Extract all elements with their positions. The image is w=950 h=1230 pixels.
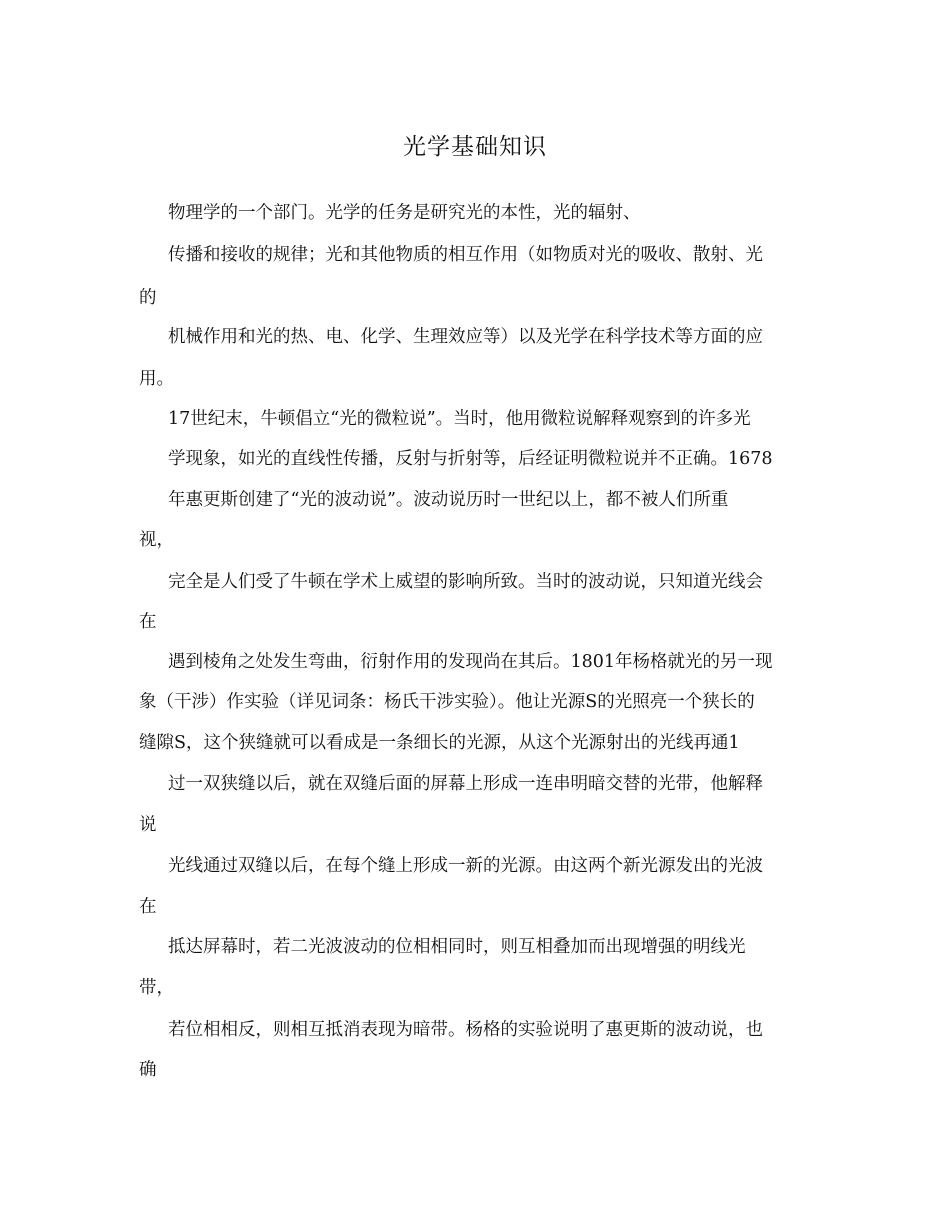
text-line-20: 带， bbox=[139, 978, 174, 998]
text-line-8: 年惠更斯创建了“光的波动说”。波动说历时一世纪以上，都不被人们所重 bbox=[168, 490, 729, 510]
text-line-5: 用。 bbox=[139, 369, 174, 389]
text-line-12: 遇到棱角之处发生弯曲，衍射作用的发现尚在其后。1801年杨格就光的另一现 bbox=[168, 652, 773, 672]
text-line-13: 象（干涉）作实验（详见词条：杨氏干涉实验）。他让光源S的光照亮一个狭长的 bbox=[139, 692, 755, 712]
text-line-11: 在 bbox=[139, 612, 157, 632]
text-line-7: 学现象，如光的直线性传播，反射与折射等，后经证明微粒说并不正确。1678 bbox=[168, 449, 773, 469]
text-line-16: 说 bbox=[139, 815, 157, 835]
text-line-19: 抵达屏幕时，若二光波波动的位相相同时，则互相叠加而出现增强的明线光 bbox=[168, 937, 746, 957]
document-title: 光学基础知识 bbox=[403, 134, 547, 160]
text-line-4: 机械作用和光的热、电、化学、生理效应等）以及光学在科学技术等方面的应 bbox=[168, 327, 763, 347]
text-line-1: 物理学的一个部门。光学的任务是研究光的本性，光的辐射、 bbox=[168, 203, 641, 223]
text-line-9: 视， bbox=[139, 530, 174, 550]
text-line-22: 确 bbox=[139, 1060, 157, 1080]
text-line-18: 在 bbox=[139, 897, 157, 917]
text-line-17: 光线通过双缝以后，在每个缝上形成一新的光源。由这两个新光源发出的光波 bbox=[168, 856, 763, 876]
text-line-6: 17世纪末，牛顿倡立“光的微粒说”。当时，他用微粒说解释观察到的许多光 bbox=[168, 409, 751, 429]
text-line-15: 过一双狭缝以后，就在双缝后面的屏幕上形成一连串明暗交替的光带，他解释 bbox=[168, 774, 763, 794]
text-line-2: 传播和接收的规律；光和其他物质的相互作用（如物质对光的吸收、散射、光 bbox=[168, 245, 763, 265]
text-line-3: 的 bbox=[139, 288, 157, 308]
text-line-14: 缝隙S，这个狭缝就可以看成是一条细长的光源，从这个光源射出的光线再通1 bbox=[139, 733, 740, 753]
text-line-10: 完全是人们受了牛顿在学术上威望的影响所致。当时的波动说，只知道光线会 bbox=[168, 572, 763, 592]
text-line-21: 若位相相反，则相互抵消表现为暗带。杨格的实验说明了惠更斯的波动说，也 bbox=[168, 1020, 763, 1040]
